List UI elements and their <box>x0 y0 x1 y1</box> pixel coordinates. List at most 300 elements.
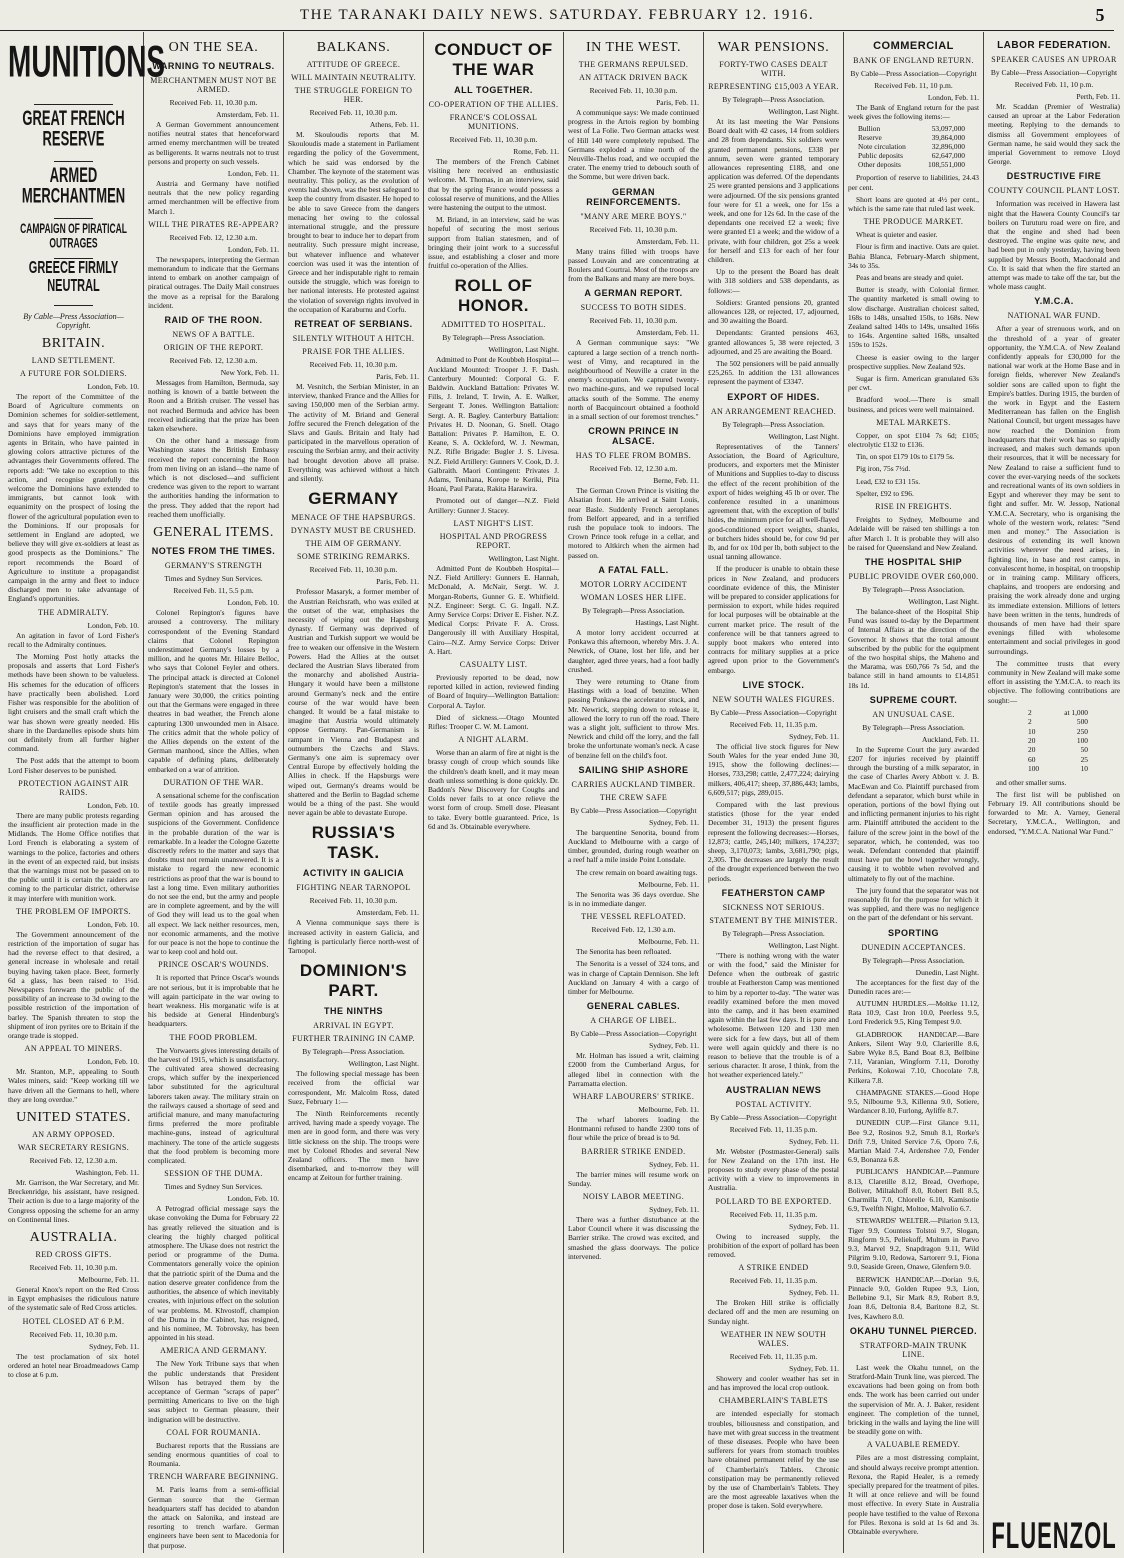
received-line: Received Feb. 11, 10.30 p.m. <box>589 224 678 234</box>
contribution-row <box>1028 736 1088 745</box>
article-title: HOTEL CLOSED AT 6 P.M. <box>22 1316 125 1326</box>
article-title: MENACE OF THE HAPSBURGS. <box>291 513 416 523</box>
article-text: They were returning to Otane from Hastings with a load of benzine. When passing Ponkawa the accelerator stuck, and Mr. Newrick, stepping down to release it, allowed the lorry to run off the road. There was a slight jolt, sufficient to throw Mrs. Newrick and child off the lorry, and the fall broke the unfortunate woman's neck. A case of benzine fell on the child's foot. <box>568 676 699 760</box>
article-text: M. Skouloudis reports that M. Skouloudis made a statement in Parliament regarding the policy of the Government, which he said was endorsed by the Chamber. The keynote of the statement was neutrality. This policy, as the evolution of events had shown, was the best safeguard to keep the country from disaster. He hoped to be able to save Greece from the dangers menacing her owing to the colossal international struggle, and the pressure brought to bear to induce her to depart from neutrality. Such pressure might increase, but whatever influence and whatever coercion was used it was the intention of Greece and her indisputable right to remain outside the struggle, which was foreign to her national interests. He protested against the violation of sovereign rights involved in the occupation of Karaburnu and Corfu. <box>288 130 419 314</box>
dateline: Sydney, Feb. 11. <box>649 1205 699 1214</box>
article-text: The Vorwaerts gives interesting details of the harvest of 1915, which is unsatisfactory. The cultivated area showed decreasing crops, which suffer by the inexperienced labor substituted for the agricultural laborers taken away. The military strain on the railways caused a shortage of seed and artificial manure, and many manufacturing firms preferred the more profitable machine-guns, instead of agricultural machinery. The tone of the article suggests that the food problem is becoming more complicated. <box>148 1045 279 1166</box>
article-text: The official live stock figures for New South Wales for the year ended June 30, 1915, show the following declines:—Horses, 733,298; cattle, 2,477,224; dairying milkers, 406,417; sheep, 37,886,443; lambs, 6,609,517; pigs, 289,015. <box>708 741 839 797</box>
contribution-count: 100 <box>1028 764 1040 774</box>
article-text: The Post adds that the attempt to boom Lord Fisher deserves to be punished. <box>8 756 139 775</box>
byline: By Telegraph—Press Association. <box>722 419 825 429</box>
article-subtitle: NEW SOUTH WALES FIGURES. <box>712 694 835 704</box>
section-dominion: DOMINION'S PART. <box>299 961 408 1001</box>
article-subtitle: SICKNESS NOT SERIOUS. <box>722 902 825 912</box>
received-line: Received Feb. 11, 10 p.m. <box>1014 80 1094 89</box>
article-text: The jury found that the separator was not reasonably fit for the purpose for which it was supplied, and there was no negligence on the part of the defendant or his servant. <box>848 885 979 923</box>
article-text: Copper, on spot £104 7s 6d; £105; electrolytic £132 to £136. <box>848 430 979 450</box>
dateline: Paris, Feb. 11. <box>376 577 419 587</box>
dateline: Wellington, Last Night. <box>768 107 839 116</box>
page-number: 5 <box>1095 5 1106 25</box>
article-text: The acceptances for the first day of the Dunedin races are:— <box>848 977 979 996</box>
article-text: In the Supreme Court the jury awarded £207 for injuries received by plaintiff through the bursting of a milk separator, in the case of Charles Avery Abbott v. J. B. MacEwan and Co. Plaintiff purchased from defendant a separator, which burst while in operation, portions of the bowl flying out and inflicting permanent injuries to his right arm. Plaintiff attributed the accident to the failure of the screw joint in the bowl of the separator, which, he contended, was too weak. Defendant contended that plaintiff must have put the bowl together wrongly, causing it to wobble when revolved and ultimately to fly out of the machine. <box>848 744 979 883</box>
article-text: Mr. Stanton, M.P., appealing to South Wales miners, said: "Keep working till we have driven all the Germans to hell, where they are long overdue." <box>8 1067 139 1104</box>
contribution-row <box>1028 727 1088 736</box>
contribution-row <box>1028 708 1088 717</box>
article-title: GERMAN REINFORCEMENTS. <box>586 186 681 207</box>
article-text: Austria and Germany have notified neutrals that the new policy regarding armed merchantmen will be effective from March 1. <box>148 179 279 216</box>
section-balkans: BALKANS. <box>316 40 391 55</box>
article-title: RETREAT OF SERBIANS. <box>294 319 413 330</box>
article-subtitle: THE AIM OF GERMANY. <box>305 539 402 549</box>
contribution-amount: 10 <box>1080 764 1088 774</box>
article-subtitle: NATIONAL WAR FUND. <box>1007 311 1101 321</box>
article-text: An agitation in favor of Lord Fisher's recall to the Admiralty continues. <box>8 630 139 649</box>
article-text: On the other hand a message from Washington states the British Embassy received the report concerning the Roon from men living on an island—the name of which is not disclosed—and sufficient credence was given to the report to warrant the authorities handing the information to the press. They added that the report had reached them unofficially. <box>148 436 279 519</box>
article-text: Bradford wool.—There is small business, and prices were well maintained. <box>848 395 979 414</box>
received-line: Received Feb. 11, 10.30 p.m. <box>169 98 258 107</box>
bank-return-row <box>858 124 979 133</box>
dateline: London, Feb. 11. <box>927 93 979 102</box>
byline: By Telegraph—Press Association. <box>862 584 965 594</box>
article-title: THE PRODUCE MARKET. <box>863 217 964 227</box>
article-title: RED CROSS GIFTS. <box>35 1250 112 1260</box>
contribution-row <box>1028 755 1088 764</box>
article-title: PROTECTION AGAINST AIR RAIDS. <box>18 778 129 797</box>
article-text: The first list will be published on February 19. All contributions should be forwarded to Mr. A. Varney, General Secretary, Y.M.C.A., Wellington, and endorsed, "Y.M.C.A. National War Fund." <box>988 789 1120 836</box>
received-line: Received Feb. 11, 10.30 p.m. <box>29 1329 118 1339</box>
column-5 <box>564 32 704 1553</box>
article-subtitle: NEWS OF A BATTLE. <box>172 330 255 340</box>
column-1 <box>4 32 166 1553</box>
article-text: Professor Masaryk, a former member of the Austrian Reichsrath, who was exiled at the outset of the war, emphasises the necessity of wiping out the Hapsburg dynasty. If Germany was deprived of Austrian and Turkish support we would be free to weaken our offensive in the Western Powers. Had the Allies at the outset declared the Austrian Slavs liberated from the monarchy and abolished Austria-Hungary it would have been a millstone around Germany's neck and the entire course of the war would have been changed. It would be a fatal mistake to imagine that Austria would ultimately oppose Germany. Pan-Germanism is rampant in Vienna and Budapest and outnumbers the Czechs and Slavs. Germany's one aim is supremacy over Central Europe by effectively holding the Allies in check. If the Hapsburgs were wiped out, Germany's dreams would be shattered and the Berlin to Bagdad scheme would be a thing of the past. She would never again be able to devastate Europe. <box>288 587 419 818</box>
dateline: London, Feb. 11. <box>227 169 279 179</box>
article-subtitle: FURTHER TRAINING IN CAMP. <box>292 1034 415 1044</box>
article-title: DESTRUCTIVE FIRE <box>1006 171 1102 182</box>
headline-french-reserve: GREAT FRENCH RESERVE <box>22 105 125 151</box>
dateline: Paris, Feb. 11. <box>656 98 699 107</box>
article-title: AN APPEAL TO MINERS. <box>24 1044 123 1054</box>
article-text: Butter is steady, with Colonial firmer. The quantity marketed is small owing to slow discharge. Australian choicest salted, 168s to 148s, unsalted 150s, to 168s. New Zealand salted 140s to 149s, unsalted 166s to 164s. Argentine salted 168s, unsalted 159s to 152s. <box>848 285 979 350</box>
dateline: Amsterdam, Feb. 11. <box>636 328 699 338</box>
article-title: WHARF LABOURERS' STRIKE. <box>572 1091 695 1101</box>
bank-item-label: Other deposits <box>858 160 901 170</box>
article-text: A Petrograd official message says the ukase convoking the Duma for February 22 has greatly relieved the situation and is clearing the highly charged political atmosphere. The Ukase does not restrict the period or programme of the Duma. Commentators generally voice the opinion that the patriotic spirit of the Duma and the nation deserve greater confidence from the authorities, the absence of which inevitably creates, with injurious effect on the solution of war problems. M. Khvostoff, champion of the Duma in the Cabinet, has resigned, and his nominee, M. Tobrovsky, has been appointed in his stead. <box>148 1204 279 1343</box>
received-line: Received Feb. 11, 10.30 p.m. <box>309 565 398 575</box>
article-text: The newspapers, interpreting the German memorandum to indicate that the Germans intend to embark on another campaign of piratical outrages. The Daily Mail construes the move as a reprisal for the Baralong incident. <box>148 254 279 310</box>
article-title: OKAHU TUNNEL PIERCED. <box>849 1325 978 1336</box>
dateline: Sydney, Feb. 11. <box>789 1221 839 1231</box>
article-text: Mr. Holman has issued a writ, claiming £2000 from the Cumberland Argus, for alleged libel in connection with the Parramatta election. <box>568 1051 699 1088</box>
bank-item-value: 53,097,000 <box>931 124 965 134</box>
article-title: POLLARD TO BE EXPORTED. <box>715 1196 832 1206</box>
article-title: CROWN PRINCE IN ALSACE. <box>588 426 679 447</box>
article-text: The committee trusts that every community in New Zealand will make some effort in assisting the Y.M.C.A. to reach its objective. The following contributions are sought:— <box>988 658 1120 705</box>
article-subtitle: FRANCE'S COLOSSAL MUNITIONS. <box>449 113 538 131</box>
section-in-the-west: IN THE WEST. <box>585 40 682 55</box>
dateline: London, Feb. 10. <box>87 1057 139 1067</box>
section-australia: AUSTRALIA. <box>29 1230 118 1246</box>
contribution-row <box>1028 717 1088 726</box>
article-subtitle: AN ATTACK DRIVEN BACK <box>579 73 688 82</box>
article-subtitle: COUNTY COUNCIL PLANT LOST. <box>988 186 1120 196</box>
article-text: The wharf laborers loading the Hontmanni refused to handle 2300 tons of flour while the price of bread is to 9d. <box>568 1114 699 1143</box>
article-subtitle: MERCHANTMEN MUST NOT BE ARMED. <box>150 76 277 94</box>
article-title: BARRIER STRIKE ENDED. <box>581 1146 686 1156</box>
dateline: Perth, Feb. 11. <box>1076 92 1120 101</box>
dateline: Wellington, Last Night. <box>488 553 559 563</box>
article-text: Soldiers: Granted pensions 20, granted allowances 128, or rejected, 17, adjourned, and 30 awaiting the Board. <box>708 297 839 326</box>
article-text: Last week the Okahu tunnel, on the Stratford-Main Trunk line, was pierced. The excavations had been going on from both ends. The work has been carried out under the supervision of Mr. A. J. Baker, resident engineer. The completion of the tunnel, bricking in the walls and laying the line will be steadily gone on with. <box>848 1362 979 1437</box>
article-text: The barrier mines will resume work on Sunday. <box>568 1169 699 1188</box>
bank-item-value: 108,551,000 <box>928 160 965 170</box>
article-title: THE FOOD PROBLEM. <box>169 1032 258 1042</box>
byline: By Telegraph—Press Association. <box>722 928 825 938</box>
article-subtitle: HAS TO FLEE FROM BOMBS. <box>575 451 692 461</box>
section-germany: GERMANY <box>308 489 399 509</box>
dateline: Dunedin, Last Night. <box>915 967 979 977</box>
article-title: CASUALTY LIST. <box>459 659 528 669</box>
article-text: The barquentine Senorita, bound from Auckland to Melbourne with a cargo of timber, grounded, during rough weather on a reef half a mile inside Point Lonsdale. <box>568 827 699 865</box>
article-subtitle: STATEMENT BY THE MINISTER. <box>709 915 838 925</box>
article-text: The Senorita was 36 days overdue. She is in no immediate danger. <box>568 889 699 908</box>
article-title: THE ADMIRALTY. <box>38 607 109 617</box>
contribution-amount: 500 <box>1076 717 1088 727</box>
contribution-amount: at 1,000 <box>1064 707 1088 717</box>
article-text: A sensational scheme for the confiscation of textile goods has greatly impressed German opinion and has aroused the suspicions of the Government. Confidence in the probable duration of the war is remarkable. In a leader the Cologne Gazette discreetly refers to the matter and says that doubts must not remain unanswered. It is a mistake to regard the new economic restrictions as proof that the war is bound to last a long time. Even military authorities do not see the end, but the army and people are in complete agreement, and by the will of God they will lead us to the goal when all expect. We lack neither resources, men, nor economic armaments, and the motive for our peace is not the hope to continue the war to keep cool and hold out. <box>148 790 279 957</box>
article-text: There are many public protests regarding the insufficient air protection made in the Midlands. The Home Office notifies that Lord French is elaborating a system of warnings to the police, factories and others in the event of an expected raid, but insists that the warnings must not be passed on to the public until it is certain the raiders are coming to the particular district, otherwise it may interfere with munition work. <box>8 810 139 903</box>
article-title: A GERMAN REPORT. <box>584 288 683 299</box>
article-text: Colonel Repington's figures have aroused a controversy. The military correspondent of the Evening Standard claims that Colonel Repington underestimated Germany's losses by a million, and he quotes Mr. Hilaire Belloc, who says that Colonel Feyler and others. The principal attack is directed at Colonel Repington's statement that the losses in January were 30,000, the critics pointing out that the Germans were engaged in three theatres in bad weather, the French alone capturing 1300 unwounded men in Alsace. The critics admit that the whole policy of the Allies depends on the extent of the German manhood, since the Allies, when capable of defining plans, deliberately embarked on a war of attrition. <box>148 608 279 774</box>
received-line: Received Feb. 11, 10.30 p.m. <box>589 86 678 95</box>
dateline: London, Feb. 10. <box>87 382 139 391</box>
article-title: A FATAL FALL. <box>598 564 669 575</box>
contribution-amount: 250 <box>1076 726 1088 736</box>
article-text: CHAMPAGNE STAKES.—Good Hope 9.5, Nilbourne 9.3, Killenna 9.0, Sotiere, Wardancer 8.10, Furlong, Ayliffe 8.7. <box>848 1087 979 1116</box>
article-title: THE PROBLEM OF IMPORTS. <box>16 906 131 916</box>
article-text: The Broken Hill strike is officially declared off and the men are resuming on Sunday night. <box>708 1298 839 1326</box>
dateline: Sydney, Feb. 11. <box>789 1288 839 1298</box>
article-subtitle: SUCCESS TO BOTH SIDES. <box>580 303 687 313</box>
article-subtitle: STRATFORD-MAIN TRUNK LINE. <box>859 1340 968 1359</box>
article-text: Proportion of reserve to liabilities, 24.43 per cent. <box>848 173 979 192</box>
article-text: The Senorita is a vessel of 324 tons, and was in charge of Captain Dennison. She left Auckland on January 4 with a cargo of timber for Melbourne. <box>568 959 699 996</box>
received-line: Received Feb. 11, 5.5 p.m. <box>173 586 254 596</box>
headline-armed-merchantmen: ARMED MERCHANTMEN <box>21 162 126 208</box>
article-subtitle: ADMITTED TO HOSPITAL. <box>441 320 546 330</box>
article-text: There was a further disturbance at the Labor Council where it was discussing the Barrier strike. The crowd was excited, and smashed the glass doorways. The police intervened. <box>568 1215 699 1261</box>
article-subtitle: SPEAKER CAUSES AN UPROAR <box>991 55 1117 64</box>
article-text: BERWICK HANDICAP.—Dorian 9.6, Pinnacle 9.0, Golden Rupee 9.3, Lion, Bellebine 9.1, Sir Mark 8.9, Robert 8.9, Joan 8.6, Deltonia 8.4, Baritone 8.2, St. Ives, Kawhero 8.0. <box>848 1274 979 1321</box>
article-subtitle: "MANY ARE MERE BOYS." <box>580 211 687 221</box>
article-subtitle: PRAISE FOR THE ALLIES. <box>302 347 405 357</box>
article-title: SESSION OF THE DUMA. <box>164 1169 263 1179</box>
article-text: Dependants: Granted pensions 463, granted allowances 5, 38 were rejected, 3 adjourned, and 25 are awaiting the Board. <box>708 328 839 356</box>
article-text: General Knox's report on the Red Cross in Egypt emphasises the ridiculous nature of the systematic sale of Red Cross articles. <box>8 1285 139 1313</box>
article-subtitle: AN ARRANGEMENT REACHED. <box>710 406 837 416</box>
contribution-count: 2 <box>1028 717 1032 727</box>
article-title: CHAMBERLAIN'S TABLETS <box>718 1396 829 1406</box>
article-title: EXPORT OF HIDES. <box>727 391 820 402</box>
received-line: Received Feb. 11, 10.30 p.m. <box>309 108 398 117</box>
article-title: LAND SETTLEMENT. <box>31 356 116 365</box>
article-text: "There is nothing wrong with the water or with the food," said the Minister for Defence when the outbreak of gastric trouble at Featherston Camp was mentioned to him by a reporter to-day. "The water was readily examined before the men moved into the camp, and it has been examined again within the last few days. It is pure and wholesome. Between 120 and 130 men were sick for a few days, but all of them were well again quickly and there is no reason to believe that the trouble is of a serious character. It arose, I think, from the hot weather experienced lately." <box>708 950 839 1080</box>
bank-return-table <box>858 124 979 169</box>
byline: By Telegraph—Press Association. <box>442 333 545 343</box>
article-text: Died of sickness.—Otago Mounted Rifles: Trooper C. W. M. Lamont. <box>428 712 559 731</box>
received-line: Received Feb. 11, 10 p.m. <box>874 81 953 90</box>
bank-item-label: Reserve <box>858 133 882 143</box>
article-text: Sugar is firm. American granulated 63s per cwt. <box>848 374 979 393</box>
article-text: AUTUMN HURDLES.—Moltke 11.12, Rata 10.9, Cast Iron 10.0, Peerless 9.5, Lord Frederick 9.5, King Tempest 9.0. <box>848 999 979 1027</box>
article-text: M. Paris learns from a semi-official German source that the German headquarters staff has decided to abandon the attack on Salonika, and instead are resorting to trench warfare. German engineers have been sent to Macedonia for that purpose. <box>148 1485 279 1550</box>
article-title: WARNING TO NEUTRALS. <box>152 61 275 71</box>
headline-piratical-outrages: CAMPAIGN OF PIRATICAL OUTRAGES <box>20 220 127 250</box>
article-subtitle: WOMAN LOSES HER LIFE. <box>580 592 687 602</box>
article-subtitle: PUBLIC PROVIDE OVER £60,000. <box>848 571 979 581</box>
article-text: Worse than an alarm of fire at night is the brassy cough of croup which sounds like the children's death knell, and it may mean death unless something is done quickly. Dr. Baddon's New Discovery for Coughs and Colds never fails to at once relieve the worst form of croup. Smell dose. Pleasant to take. Every bottle guaranteed. Price, 1s 6d and 3s. Obtainable everywhere. <box>428 748 559 831</box>
article-text: The Government announcement of the restriction of the importation of sugar has had the reverse effect to that desired, a general increase in wholesale and retail buying having taken place. Beer, formerly 6d a glass, has been raised to 1½d. Newspapers forewarn the public of the possibility of an increase to 3d owing to the possible restriction of the importation of barley. The Spanish threaten to stop the shipment of iron pyrites ore to Britain if the orange trade is stopped. <box>8 929 139 1040</box>
section-labor-federation: LABOR FEDERATION. <box>997 40 1111 51</box>
article-subtitle: REPRESENTING £15,003 A YEAR. <box>708 82 839 91</box>
contributions-table <box>1028 708 1088 774</box>
contribution-count: 20 <box>1028 736 1036 745</box>
divider <box>54 305 93 306</box>
article-subtitle: DYNASTY MUST BE CRUSHED. <box>290 526 417 536</box>
byline: By Cable—Press Association—Copyright <box>710 707 837 717</box>
dateline: Amsterdam, Feb. 11. <box>216 110 279 119</box>
article-text: Spelter, £92 to £96. <box>856 488 914 498</box>
article-subtitle: SILENTLY WITHOUT A HITCH. <box>292 334 415 344</box>
article-text: The Senorita has been refloated. <box>576 947 672 957</box>
article-text: M. Vesnitch, the Serbian Minister, in an interview, thanked France and the Allies for saving 150,000 men of the Serbian army. The activity of M. Briand and General Joffre secured the French delegation of the Slavs and Gauls. Britain and Italy had participated in the marvellous operation of rescuing the Serbian army, and their activity had brought devotion above all praise. Everything was achieved without a hitch and silently. <box>288 382 419 484</box>
article-text: Mr. Scaddan (Premier of Westralia) caused an uproar at the Labor Federation meeting. Replying to the demands to dismiss all Government employees of German name, he said would they sack the imperial Government to remove Lloyd George. <box>988 102 1120 167</box>
article-text: Bucharest reports that the Russians are sending enormous quantities of coal to Roumania. <box>148 1440 279 1469</box>
dateline: Auckland, Feb. 11. <box>921 734 979 744</box>
dateline: Berne, Feb. 11. <box>653 476 699 486</box>
section-commercial: COMMERCIAL <box>873 40 954 52</box>
article-text: The test proclamation of six hotel ordered an hotel near Broadmeadows Camp to close at 6 p.m. <box>8 1351 139 1380</box>
bank-return-row <box>858 160 979 169</box>
article-text: It is reported that Prince Oscar's wounds are not serious, but it is improbable that he will again participate in the war owing to heart weakness. His morganatic wife is at his bedside at General Hindenburg's headquarters. <box>148 973 279 1029</box>
article-title: AMERICA AND GERMANY. <box>160 1346 267 1356</box>
byline: By Telegraph—Press Association. <box>862 722 965 732</box>
byline: By Cable—Press Association—Copyright <box>990 68 1118 77</box>
article-text: A motor lorry accident occurred at Ponkawa this afternoon, whereby Mrs. J. A. Newrick, of Otane, lost her life, and her daughter, aged three years, had a foot badly crushed. <box>568 627 699 674</box>
received-line: Received Feb. 11, 11.35 p.m. <box>729 1124 818 1134</box>
article-title: A VALUABLE REMEDY. <box>866 1440 961 1450</box>
received-line: Received Feb. 11, 11.35 p.m. <box>729 1209 818 1219</box>
article-subtitle: FORTY-TWO CASES DEALT WITH. <box>719 60 828 78</box>
article-text: STEWARDS' WELTER.—Pilarion 9.13, Tiger 9.9, Countess Tolstoi 9.7, Slogan, Ringform 9.5, Peliekoff, Multum in Parvo 9.3, Marvel 9.2, Snapdragon 9.11, Wild Pilgrim 9.10, Redowa, Sartorerr 9.1, Fiona 9.0, Seaside Green, Onawe, Glenfern 9.0. <box>848 1216 979 1272</box>
article-title: LIVE STOCK. <box>742 679 805 690</box>
article-text: Mr. Webster (Postmaster-General) sails for New Zealand on the 17th inst. He proposes to study every phase of the postal activity with a view to improvements in Australia. <box>708 1146 839 1193</box>
article-title: A NIGHT ALARM. <box>458 735 529 745</box>
column-2 <box>144 32 284 1553</box>
contribution-amount: 50 <box>1080 745 1088 755</box>
article-text: Admitted to Pont de Koubbeh Hospital—Auckland Mounted: Trooper J. F. Dash. Canterbury Mounted: Corporal G. F. Baldwin. Auckland Battalion: Privates W. Fills, J. Ireland, T. Irwin, A. E. Walker, Sergeant T. Jones. Wellington Battalion: Sergt. A. R. Bagley. Canterbury Battalion: Privates H. D. Noonan, G. Snell. Otago Battalion: Privates P. Hamilton, E. O. Keane, S. A. Ockleford, W. J. Newman, N.Z. Rifle Brigade: Bugler J. S. Livesa. N.Z. Field Artillery: Gunners V. Cook, D. J. Galbraith. Maori Contingent: Privates J. Adams, Tenihana, Korope te Keriki, Pita Hoani, Paul Parata, Rakita Harawira. <box>428 355 559 494</box>
section-on-the-sea: ON THE SEA. <box>168 40 259 55</box>
article-subtitle: A CHARGE OF LIBEL. <box>590 1016 677 1026</box>
article-title: DURATION OF THE WAR. <box>163 777 264 787</box>
article-title: NOISY LABOR MEETING. <box>582 1192 685 1201</box>
article-title: THE HOSPITAL SHIP <box>864 556 963 567</box>
bank-item-label: Bullion <box>858 124 881 134</box>
contribution-count: 20 <box>1028 745 1036 755</box>
article-title: METAL MARKETS. <box>876 417 951 427</box>
article-text: Piles are a most distressing complaint, and should always receive prompt attention. Rexona, the Rapid Healer, is a remedy specially prepared for the treatment of piles. It will at once relieve and will be found most effective. In every State in Australia people have testified to the value of Rexona for Piles. Rexona is sold at 1s 6d and 3s. Obtainable everywhere. <box>848 1453 979 1536</box>
article-title: AUSTRALIAN NEWS <box>725 1084 822 1095</box>
bank-item-label: Public deposits <box>858 151 903 161</box>
article-title: ALL TOGETHER. <box>454 85 533 95</box>
received-line: Received Feb. 11, 10.30 p.m. <box>29 1263 118 1273</box>
dateline: Sydney, Feb. 11. <box>789 731 839 741</box>
column-6 <box>704 32 844 1553</box>
byline: By Cable—Press Association—Copyright <box>570 805 697 815</box>
article-text: The balance-sheet of the Hospital Ship Fund was issued to-day by the Department of Internal Affairs at the direction of the Governor. It shows that the total amount subscribed by the public for the equipment of the two hospital ships, the Maheno and the Marama, was £60,766 7s 5d, and the balance still in hand amounts to £14,851 18s 1d. <box>848 606 979 690</box>
received-line: Received Feb. 11, 10.30 p.m. <box>449 135 538 144</box>
article-text: Short loans are quoted at 4½ per cent., which is the same rate that ruled last week. <box>848 194 979 214</box>
article-subtitle: ARRIVAL IN EGYPT. <box>313 1021 394 1031</box>
service-line: Times and Sydney Sun Services. <box>164 1182 263 1192</box>
received-line: Received Feb. 11, 11.35 p.m. <box>729 1276 818 1286</box>
dateline: Rome, Feb. 11. <box>513 147 559 156</box>
page-columns <box>4 32 1120 1557</box>
article-subtitle: DUNEDIN ACCEPTANCES. <box>861 942 966 952</box>
article-title: PRINCE OSCAR'S WOUNDS. <box>158 960 269 970</box>
dateline: Amsterdam, Feb. 11. <box>636 236 699 246</box>
contribution-count: 60 <box>1028 754 1036 764</box>
article-subtitle: AN UNUSUAL CASE. <box>872 709 955 719</box>
article-title: WILL THE PIRATES RE-APPEAR? <box>148 219 279 229</box>
received-line: Received Feb. 11, 10.30 p.m. <box>309 896 398 906</box>
article-text: The crew remain on board awaiting tugs. <box>576 867 698 877</box>
dateline: Sydney, Feb. 11. <box>649 1041 699 1051</box>
article-title: WEATHER IN NEW SOUTH WALES. <box>720 1329 827 1348</box>
dateline: London, Feb. 10. <box>227 598 279 608</box>
masthead <box>0 0 1114 31</box>
received-line: Received Feb. 11, 10.30 p.m. <box>589 316 678 326</box>
dateline: London, Feb. 10. <box>87 919 139 929</box>
article-text: The following special message has been received from the official war correspondent, Mr. Malcolm Ross, dated Suez, February 1:— <box>288 1069 419 1106</box>
article-text: The Ninth Reinforcements recently arrived, having made a speedy voyage. The men are in good form, and there was very little sickness on the ship. The troops were met by Colonel Rhodes and several New Zealand officers. The men have disembarked, and to-morrow they will encamp at Zeitoun for further training. <box>288 1109 419 1183</box>
dateline: Sydney, Feb. 11. <box>89 1341 139 1351</box>
bank-return-row <box>858 142 979 151</box>
contribution-count: 10 <box>1028 726 1036 736</box>
article-title: SAILING SHIP ASHORE <box>578 764 689 775</box>
article-text: Promoted out of danger—N.Z. Field Artillery: Gunner J. Stacey. <box>428 496 559 515</box>
dateline: Paris, Feb. 11. <box>376 372 419 382</box>
article-text: After a year of strenuous work, and on the threshold of a year of greater opportunity, the Y.M.C.A. of New Zealand confidently appeals for £30,000 for the national war work at the Home Base and in foreign fields, wherever New Zealand's soldier sons are called upon to fight the Empire's battles. During 1915, the burden of the work in Egypt and the Eastern Mediterranean has fallen on the English National Council, but urgent messages have now reached the Dominion from headquarters that their work has so rapidly increased, and makes such demands upon their resources, that it will be necessary for New Zealand to raise a sufficient fund to cover the ever-varying needs of the sockets and recreational wants of its own soldiers in Egypt and wherever they may be sent to fight and suffer. Mr. W. Jessop, National Y.M.C.A. Secretary, who is organising the whole of the western work, relates: "Send men and money." The Association is desirous of extending its well known activities wherever the need arises, in fighting line, in base and rest camps, in convalescent home, in hospital, on troopship or in training camp. Military officers, chaplains, and troopers are endorsing and praising the work already done and urging its immediate extension. Millions of letters have been written in the tents, hundreds of thousands of men have had their spare evenings filled with wholesome entertainment and social privileges in good surroundings. <box>988 324 1120 656</box>
article-subtitle: MOTOR LORRY ACCIDENT <box>579 579 688 589</box>
received-line: Received Feb. 12, 12.30 a.m. <box>29 1156 118 1165</box>
article-text: A communique says: We made continued progress in the Artois region by bombing west of La Folie. Two German attacks west of Hill 140 were completely repulsed. The Germans exploded a mine north of the Neuville-Thelus road, and we occupied the crater. The enemy tried to debouch south of the Somme, but were driven back. <box>568 108 699 182</box>
article-text: Pig iron, 75s 7½d. <box>856 464 911 474</box>
article-title: SUPREME COURT. <box>869 694 958 705</box>
article-text: Compared with the last previous statistics (those for the year ended December 31, 1913) the present figures represent the following decreases:—Horses, 12,873; cattle, 245,140; milkers, 174,237; sheep, 3,170,073; lambs, 3,681,790; pigs, 2,305. The decreases are largely the result of the drought experienced between the two periods. <box>708 799 839 883</box>
dateline: Melbourne, Feb. 11. <box>638 937 699 947</box>
section-general-items: GENERAL ITEMS. <box>153 525 274 541</box>
article-text: The New York Tribune says that when the public understands that President Wilson has betrayed them by the acceptance of German "scraps of paper" permitting Americans to live on the high seas subject to German pleasure, their indignation will be destructive. <box>148 1359 279 1424</box>
bank-item-value: 39,864,000 <box>931 133 965 143</box>
article-title: THE GERMANS REPULSED. <box>578 60 689 69</box>
article-text: A German Government announcement notifies neutral states that henceforward armed enemy merchantmen will be treated as belligerents. It warns neutrals not to trust persons and property on such vessels. <box>148 120 279 166</box>
received-line: Received Feb. 12, 12.30 a.m. <box>589 464 678 474</box>
article-text: Freights to Sydney, Melbourne and Adelaide will be raised ten shillings a ton after March 1. It is probable they will also be raised for Queensland and New Zealand. <box>848 515 979 552</box>
byline: By Cable—Press Association—Copyright. <box>23 312 124 330</box>
bank-return-row <box>858 133 979 142</box>
column-7 <box>844 32 984 1553</box>
article-subtitle: FIGHTING NEAR TARNOPOL <box>296 883 411 893</box>
dateline: Wellington, Last Night. <box>768 431 839 441</box>
article-title: BANK OF ENGLAND RETURN. <box>853 56 974 65</box>
received-line: Received Feb. 12, 12.30 a.m. <box>169 356 258 366</box>
contribution-row <box>1028 764 1088 773</box>
section-roll-of-honor: ROLL OF HONOR. <box>454 276 533 316</box>
dateline: London, Feb. 10. <box>87 620 139 630</box>
article-text: Tin, on spot £179 10s to £179 5s. <box>856 452 955 462</box>
article-title: COAL FOR ROUMANIA. <box>166 1427 261 1437</box>
article-text: Cheese is easier owing to the larger prospective supplies. New Zealand 92s. <box>848 352 979 371</box>
article-subtitle: ORIGIN OF THE REPORT. <box>163 343 264 353</box>
article-title: TRENCH WARFARE BEGINNING. <box>148 1472 279 1482</box>
article-text: The report of the Committee of the Board of Agriculture comments on Dominion schemes for soldier-settlement, and says that for years many of the Dominions have employed immigration agents in Britain, who have painted in glowing colors attractive pictures of the advantages their Governments offered. The reports add: "We take no exception to this action, and recognise gratefully the welcome the Dominions have extended to immigrants, but cannot look with equanimity on the prospect of losing the flower of the agricultural population even to the Dominions. If our proposals for settlement in England are adopted, we believe they will give ex-soldiers at least as good prospects as the Dominions." The report recommends the Board of Agriculture to institute a propagandist campaign in the army and fleet to induce discharged men to take advantage of England's opportunities. <box>8 392 139 604</box>
article-subtitle: HOSPITAL AND PROGRESS REPORT. <box>439 531 548 550</box>
received-line: Received Feb. 11, 11.35 p.m. <box>729 719 818 729</box>
article-text: If the producer is unable to obtain these prices in New Zealand, and producers coordinate evidence of this, the Minister will be prepared to consider applications for permission to export, while hides required for local purposes will be obtainable at the current market price. The result of the conference will be that tanners agreed to supply boot makers who entered into contracts for military supplies at a price agreed upon prior to the Government's embargo. <box>708 564 839 675</box>
dateline: Wellington, Last Night. <box>488 345 559 355</box>
article-title: SPORTING <box>887 927 939 938</box>
article-title: RISE IN FREIGHTS. <box>875 502 952 512</box>
article-text: Owing to increased supply, the prohibition of the export of pollard has been removed. <box>708 1231 839 1260</box>
column-3 <box>284 32 424 1553</box>
article-title: RAID OF THE ROON. <box>164 315 263 326</box>
article-text: GLADBROOK HANDICAP.—Bare Ankers, Silent Way 9.0, Clarierille 8.6, Sabre Wyke 8.5, Band Boat 8.3, Bellbine 7.11, Varanian, Wingform 7.11, Dorothy Perkins, Kokowai 7.10, Chocolate 7.8, Kilkera 7.8. <box>848 1029 979 1085</box>
dateline: London, Feb. 10. <box>227 1194 279 1204</box>
article-text: Up to the present the Board has dealt with 318 soldiers and 538 dependants, as follows:— <box>708 267 839 295</box>
article-text: The members of the French Cabinet visiting here received an enthusiastic welcome. M. Thomas, in an interview, said that by the spring France would possess a colossal reserve of munitions, and the Allies were hastening the output to the utmost. <box>428 157 559 213</box>
article-title: ATTITUDE OF GREECE. <box>306 60 401 69</box>
article-text: Messages from Hamilton, Bermuda, say nothing is known of a battle between the Roon and a British cruiser. The vessel has not reached Bermuda and advice has been received indicating that the prize has been taken elsewhere. <box>148 378 279 434</box>
received-line: Received Feb. 11, 11.35 p.m. <box>729 1351 818 1361</box>
column-8 <box>984 32 1124 1557</box>
dateline: Melbourne, Feb. 11. <box>638 879 699 889</box>
article-subtitle: POSTAL ACTIVITY. <box>735 1099 812 1109</box>
masthead-title: THE TARANAKI DAILY NEWS. SATURDAY. FEBRUARY 12. 1916. <box>299 6 815 23</box>
article-title: ACTIVITY IN GALICIA <box>302 868 405 879</box>
article-text: The Morning Post hotly attacks the proposals and asserts that Lord Fisher's methods have been shown to be valueless. His schemes for the education of officers have practically been abolished. Lord Fisher was responsible for the abolition of light cruisers and the small craft which the war has shown were greatly needed. His share in the Dardanelles episode shuts him out definitely from all further higher command. <box>8 652 139 754</box>
received-line: Received Feb. 12, 1.30 a.m. <box>591 925 676 935</box>
article-text: Mr. Garrison, the War Secretary, and Mr. Breckenridge, his assistant, have resigned. Their action is due to a large majority of the Congress opposing the scheme for an army on Continental lines. <box>8 1178 139 1224</box>
dateline: New York, Feb. 11. <box>220 368 279 378</box>
bank-item-value: 32,896,000 <box>931 142 965 152</box>
bank-return-row <box>858 151 979 160</box>
dateline: London, Feb. 10. <box>87 800 139 810</box>
contribution-row <box>1028 745 1088 754</box>
dateline: Sydney, Feb. 11. <box>649 1159 699 1169</box>
dateline: Melbourne, Feb. 11. <box>78 1275 139 1285</box>
contribution-amount: 100 <box>1076 736 1088 745</box>
article-text: Showery and cooler weather has set in and has improved the local crop outlook. <box>708 1373 839 1393</box>
dateline: London, Feb. 11. <box>227 244 279 254</box>
article-text: DUNEDIN CUP.—First Glance 9.11, Bee 9.2, Rosinos 9.2, Smuh 8.1, Rorke's Drift 7.9, United Service 7.6, Oporo 7.6, Martian Maid 7.4, Ardenshee 7.0, Fender 6.9, Bonanza 6.8. <box>848 1118 979 1165</box>
bank-item-value: 62,647,000 <box>931 151 965 161</box>
article-subtitle: AN ARMY OPPOSED. <box>32 1130 115 1139</box>
column-4 <box>424 32 564 1553</box>
headline-greece-neutral: GREECE FIRMLY NEUTRAL <box>28 258 119 296</box>
divider <box>54 218 93 219</box>
article-text: Flour is firm and inactive. Oats are quiet. Bahia Blanca, February-March shipment, 34s to 35s. <box>848 242 979 270</box>
article-text: and other smaller sums. <box>996 777 1067 787</box>
